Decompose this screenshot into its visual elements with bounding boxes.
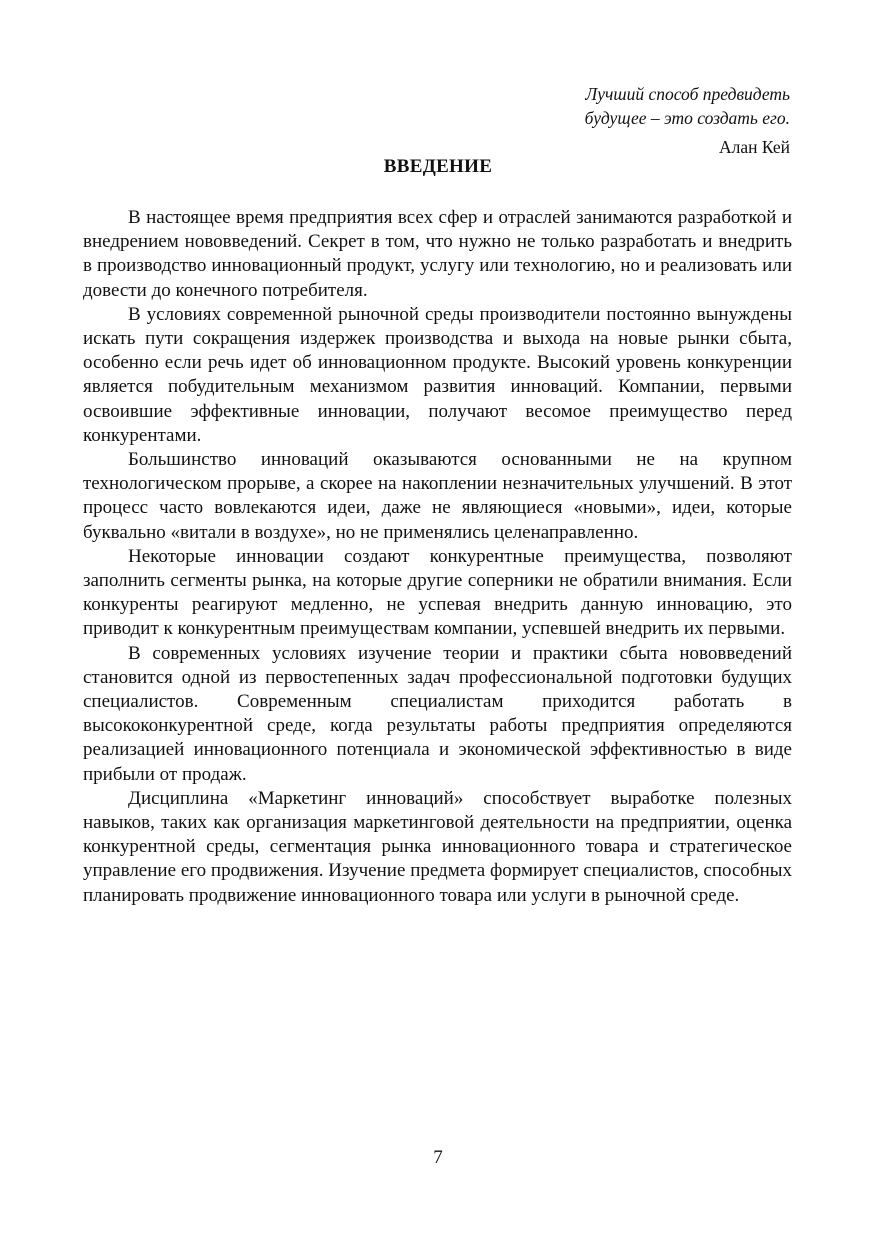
paragraph: Дисциплина «Маркетинг инноваций» способствует выработке полезных навыков, таких как организация маркетинговой деятельности на предприятии, оценка конкурентной среды, сегментация рынка инновационного товара и стратегическое управление его продвижения. Изучение предмета формирует специалистов, способных планировать продвижение инновационного товара или услуги в рыночной среде. <box>83 787 792 906</box>
paragraph: В условиях современной рыночной среды производители постоянно вынуждены искать пути сокращения издержек производства и выхода на новые рынки сбыта, особенно если речь идет об инновационном продукте. Высокий уровень конкуренции является побудительным механизмом развития инноваций. Компании, первыми освоившие эффективные инновации, получают весомое преимущество перед конкурентами. <box>83 303 792 446</box>
epigraph <box>490 82 790 159</box>
epigraph-quote-line: будущее – это создать его. <box>584 108 790 128</box>
body-text <box>83 206 792 908</box>
paragraph: В современных условиях изучение теории и практики сбыта нововведений становится одной из первостепенных задач профессиональной подготовки будущих специалистов. Современным специалистам приходится работать в высококонкурентной среде, когда результаты работы предприятия определяются реализацией инновационного потенциала и экономической эффективностью в виде прибыли от продаж. <box>83 642 792 785</box>
page-title: ВВЕДЕНИЕ <box>383 156 493 177</box>
epigraph-quote-line: Лучший способ предвидеть <box>585 84 790 104</box>
paragraph: Некоторые инновации создают конкурентные преимущества, позволяют заполнить сегменты рынка, на которые другие соперники не обратили внимания. Если конкуренты реагируют медленно, не успевая внедрить данную инновацию, это приводит к конкурентным преимуществам компании, успевшей внедрить их первыми. <box>83 545 792 640</box>
paragraph: Большинство инноваций оказываются основанными не на крупном технологическом прорыве, а скорее на накоплении незначительных улучшений. В этот процесс часто вовлекаются идеи, даже не являющиеся «новыми», идеи, которые буквально «витали в воздухе», но не применялись целенаправленно. <box>83 449 792 543</box>
page-number: 7 <box>433 1147 443 1168</box>
epigraph-author: Алан Кей <box>718 137 790 157</box>
epigraph-quote <box>490 82 790 130</box>
paragraph: В настоящее время предприятия всех сфер и отраслей занимаются разработкой и внедрением нововведений. Секрет в том, что нужно не только разработать и внедрить в производство инновационный продукт, услугу или технологию, но и реализовать или довести до конечного потребителя. <box>83 207 792 301</box>
